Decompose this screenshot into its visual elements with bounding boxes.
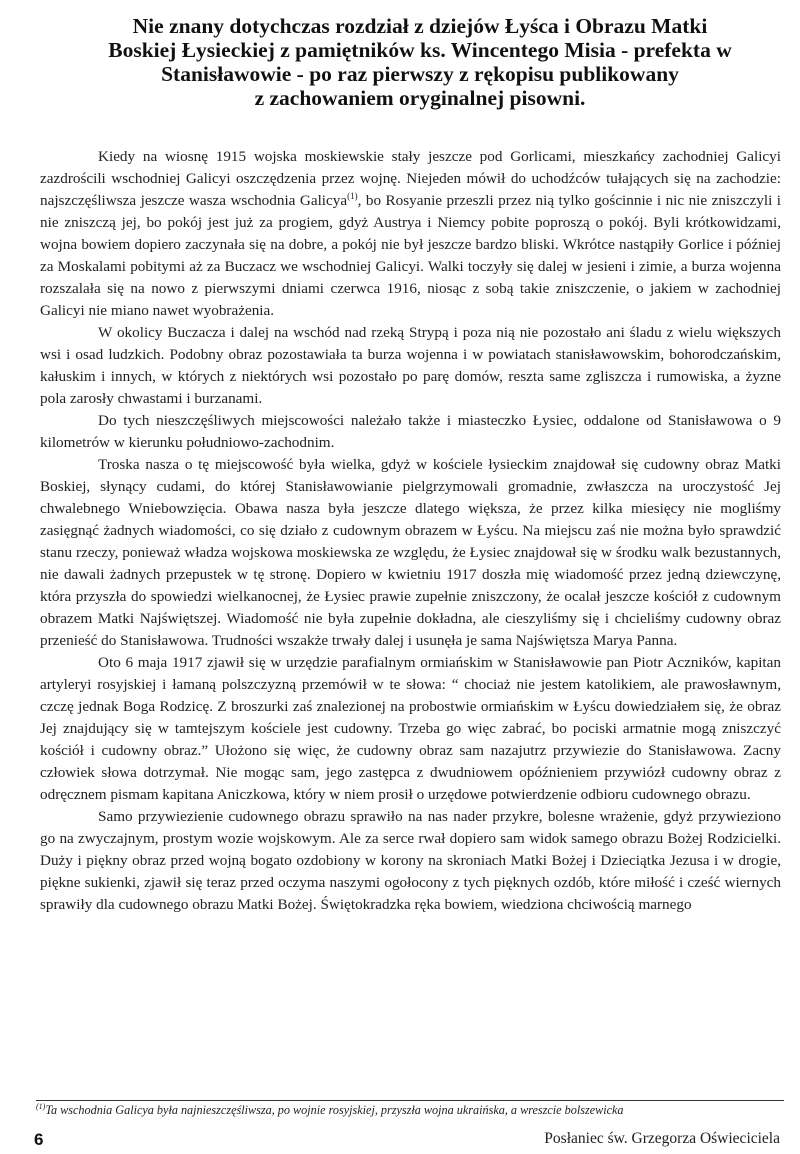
footnote-text: Ta wschodnia Galicya była najnieszczęśliwsza, po wojnie rosyjskiej, przyszła wojna ukraińska, a wreszcie bolszewicka bbox=[45, 1103, 624, 1117]
paragraph: W okolicy Buczacza i dalej na wschód nad rzeką Strypą i poza nią nie pozostało ani śladu z wielu większych wsi i osad ludzkich. Podobny obraz pozostawiała ta burza wojenna i w powiatach stanisławowskim, bohorodczańskim, kałuskim i innych, w których z niektórych wsi pozostało po parę domów, reszta same zgliszcza i rumowiska, a żyzne pola zarosły chwastami i burzanami. bbox=[40, 324, 781, 407]
footnote bbox=[36, 1102, 766, 1119]
paragraph: Do tych nieszczęśliwych miejscowości należało także i miasteczko Łysiec, oddalone od Stanisławowa o 9 kilometrów w kierunku południowo-zachodnim. bbox=[40, 412, 781, 451]
title-line: Stanisławowie - po raz pierwszy z rękopisu publikowany bbox=[161, 62, 679, 86]
title-line: z zachowaniem oryginalnej pisowni. bbox=[254, 86, 586, 110]
footnote-mark: (1) bbox=[36, 1101, 46, 1111]
footnote-reference: (1) bbox=[347, 190, 358, 201]
paragraph: Samo przywiezienie cudownego obrazu sprawiło na nas nader przykre, bolesne wrażenie, gdyż przywieziono go na zwyczajnym, prostym wozie wojskowym. Ale za serce rwał dopiero sam widok samego obrazu Bożej Rodzicielki. Duży i piękny obraz przed wojną bogato ozdobiony w korony na skroniach Matki Bożej i Dzieciątka Jezusa i w drogie, piękne sukienki, zjawił się teraz przed oczyma naszymi ogołocony z tych pięknych ozdób, które miłość i cześć wiernych sprawiły dla cudownego obrazu Matki Bożej. Świętokradzka ręka bowiem, wiedziona chciwością marnego bbox=[40, 808, 781, 913]
paragraph: Troska nasza o tę miejscowość była wielka, gdyż w kościele łysieckim znajdował się cudowny obraz Matki Boskiej, słynący cudami, do której Stanisławowianie pielgrzymowali gromadnie, zwłaszcza na uroczystość Jej chwalebnego Wniebowzięcia. Obawa nasza była jeszcze dlatego większa, że przez kilka miesięcy nie mogliśmy zasięgnąć żadnych wiadomości, co się działo z cudownym obrazem w Łyścu. Na miejscu zaś nie można było sprawdzić stanu rzeczy, ponieważ władza wojskowa moskiewska ze względu, że Łysiec znajdował się w środku walk bezustannych, nie dawali żadnych przepustek w tę stronę. Dopiero w kwietniu 1917 doszła mię wiadomość przez jedną dziewczynę, która przyszła do spowiedzi wielkanocnej, że Łysiec prawie zupełnie zniszczony, że ocalał jeszcze kościół z cudownym obrazem Matki Najświętszej. Wiadomość nie była zupełnie dokładna, ale cieszyliśmy się i chcieliśmy cudowny obraz przenieść do Stanisławowa. Trudności wszakże trwały dalej i usunęła je sama Najświętsza Marya Panna. bbox=[40, 456, 781, 649]
footnote-divider bbox=[36, 1100, 784, 1101]
page-number: 6 bbox=[34, 1130, 44, 1149]
article-body bbox=[40, 146, 781, 916]
paragraph: Oto 6 maja 1917 zjawił się w urzędzie parafialnym ormiańskim w Stanisławowie pan Piotr Aczników, kapitan artyleryi rosyjskiej i łamaną polszczyzną przemówił w te słowa: “ chociaż nie jestem katolikiem, ale prawosławnym, czczę jednak Boga Rodzicę. Z broszurki zaś znalezionej na probostwie ormiańskim w Łyścu dowiedziałem się, że obraz Jej znajdujący się w tamtejszym kościele jest cudowny. Trzeba go więc zabrać, bo pociski armatnie mogą zniszczyć kościół i cudowny obraz.” Ułożono się więc, że cudowny obraz sam nazajutrz przywiezie do Stanisławowa. Zacny człowiek słowa dotrzymał. Nie mogąc sam, jego zastępca z dwudniowem opóźnieniem przywiózł cudowny obraz z odręcznem pismam kapitana Aniczkowa, który w niem prosił o urzędowe potwierdzenie odbioru cudownego obrazu. bbox=[40, 654, 781, 803]
title-line: Nie znany dotychczas rozdział z dziejów Łyśca i Obrazu Matki bbox=[132, 14, 708, 38]
paragraph-text: Kiedy na wiosnę 1915 wojska moskiewskie stały jeszcze pod Gorlicami, mieszkańcy zachodniej Galicyi zazdrościli wschodniej Galicyi oszczędzenia przez wojnę. Niejeden mówił do uchodźców tułających się na zachodzie: najszczęśliwsza jeszcze wasza wschodnia Galicya bbox=[40, 148, 781, 209]
paragraph bbox=[40, 146, 781, 322]
title-line: Boskiej Łysieckiej z pamiętników ks. Wincentego Misia - prefekta w bbox=[108, 38, 732, 62]
publication-name: Posłaniec św. Grzegorza Oświeciciela bbox=[544, 1130, 780, 1147]
paragraph-text: , bo Rosyanie przeszli przez nią tylko gościnnie i nic nie zniszczyli i nie zniszczą jej, bo pokój jest już za progiem, gdyż Austrya i Niemcy pobite poproszą o pokój. Byli krótkowidzami, wojna bowiem dopiero zaczynała się na dobre, a pokój nie był jeszcze bardzo bliski. Wkrótce nastąpiły Gorlice i później za Moskalami pobitymi aż za Buczacz we wschodniej Galicyi. Walki toczyły się dalej w jesieni i zimie, a burza wojenna rozszalała się na nowo z pierwszymi dniami czerwca 1916, niosąc z sobą takie zniszczenie, o jakiem w zachodniej Galicyi nie miano nawet wyobrażenia. bbox=[40, 192, 781, 319]
article-title bbox=[70, 14, 770, 110]
